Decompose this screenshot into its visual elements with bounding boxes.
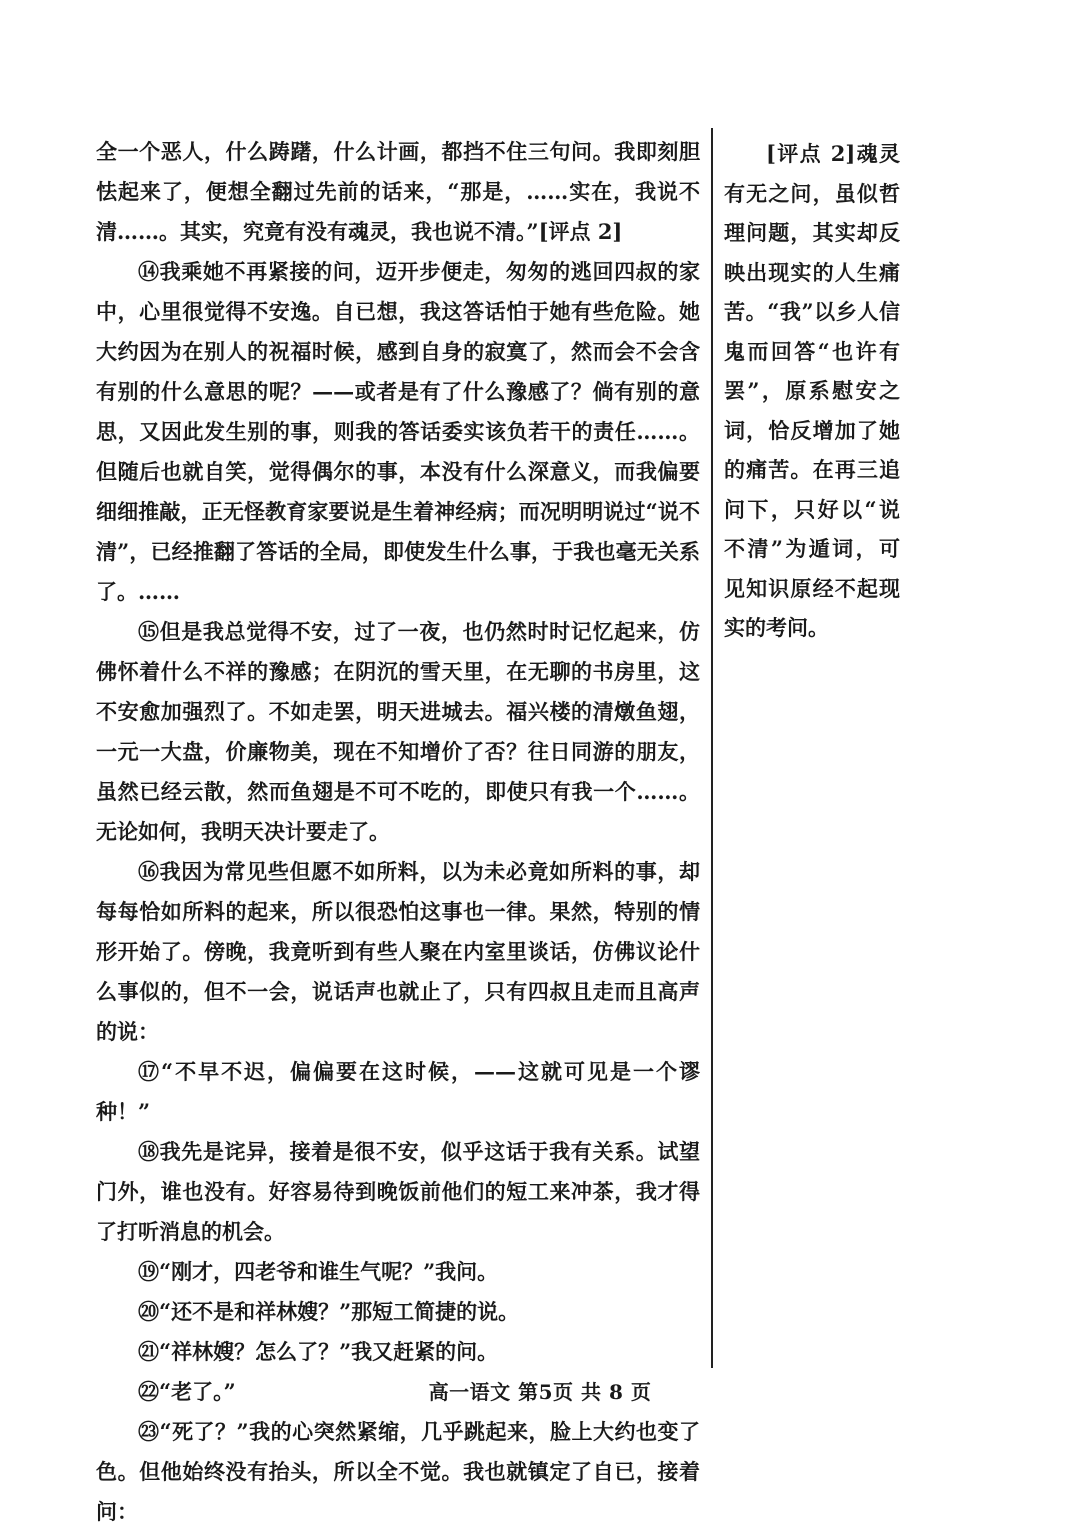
- paragraph-17: ⑰“不早不迟，偏偏要在这时候，——这就可见是一个谬种！”: [96, 1059, 700, 1124]
- paragraph-21: ㉑“祥林嫂？怎么了？”我又赶紧的问。: [138, 1339, 499, 1364]
- paragraph-19: ⑲“刚才，四老爷和谁生气呢？”我问。: [138, 1259, 499, 1284]
- paragraph-22: ㉒“老了。”: [138, 1379, 236, 1404]
- paragraph-16: ⑯我因为常见些但愿不如所料，以为未必竟如所料的事，却每每恰如所料的起来，所以很恐怕这事也一律。果然，特别的情形开始了。傍晚，我竟听到有些人聚在内室里谈话，仿佛议论什么事似的，但不一会，说话声也就止了，只有四叔且走而且高声的说：: [96, 859, 700, 1044]
- paragraph-23: ㉓“死了？”我的心突然紧缩，几乎跳起来，脸上大约也变了色。但他始终没有抬头，所以全不觉。我也就镇定了自已，接着问：: [96, 1419, 700, 1524]
- paragraph-20: ⑳“还不是和祥林嫂？”那短工简捷的说。: [138, 1299, 520, 1324]
- paragraph-18: ⑱我先是诧异，接着是很不安，似乎这话于我有关系。试望门外，谁也没有。好容易待到晚饭前他们的短工来冲茶，我才得了打听消息的机会。: [96, 1139, 700, 1244]
- paragraph-14: ⑭我乘她不再紧接的问，迈开步便走，匆匆的逃回四叔的家中，心里很觉得不安逸。自已想，我这答话怕于她有些危险。她大约因为在别人的祝福时候，感到自身的寂寞了，然而会不会含有别的什么意思的呢？——或者是有了什么豫感了？倘有别的意思，又因此发生别的事，则我的答话委实该负若干的责任……。但随后也就自笑，觉得偶尔的事，本没有什么深意义，而我偏要细细推敲，正无怪教育家要说是生着神经病；而况明明说过“说不清”，已经推翻了答话的全局，即使发生什么事，于我也毫无关系了。……: [96, 259, 700, 604]
- margin-comment: [评点 2]魂灵有无之问，虽似哲理问题，其实却反映出现实的人生痛苦。“我”以乡人信鬼而回答“也许有罢”，原系慰安之词，恰反增加了她的痛苦。在再三追问下，只好以“说不清”为遁词，可见知识原经不起现实的考问。: [724, 141, 900, 640]
- page-footer: 高一语文 第5页 共 8 页: [428, 1380, 652, 1404]
- main-text-column: [96, 132, 700, 1532]
- paragraph-13-continued: 全一个恶人，什么踌躇，什么计画，都挡不住三句问。我即刻胆怯起来了，便想全翻过先前的话来，“那是，……实在，我说不清……。其实，究竟有没有魂灵，我也说不清。”[评点 2]: [96, 139, 700, 244]
- paragraph-15: ⑮但是我总觉得不安，过了一夜，也仍然时时记忆起来，仿佛怀着什么不祥的豫感；在阴沉的雪天里，在无聊的书房里，这不安愈加强烈了。不如走罢，明天进城去。福兴楼的清燉鱼翅，一元一大盘，价廉物美，现在不知增价了否？往日同游的朋友，虽然已经云散，然而鱼翅是不可不吃的，即使只有我一个……。无论如何，我明天决计要走了。: [96, 619, 700, 844]
- column-divider: [711, 128, 713, 1368]
